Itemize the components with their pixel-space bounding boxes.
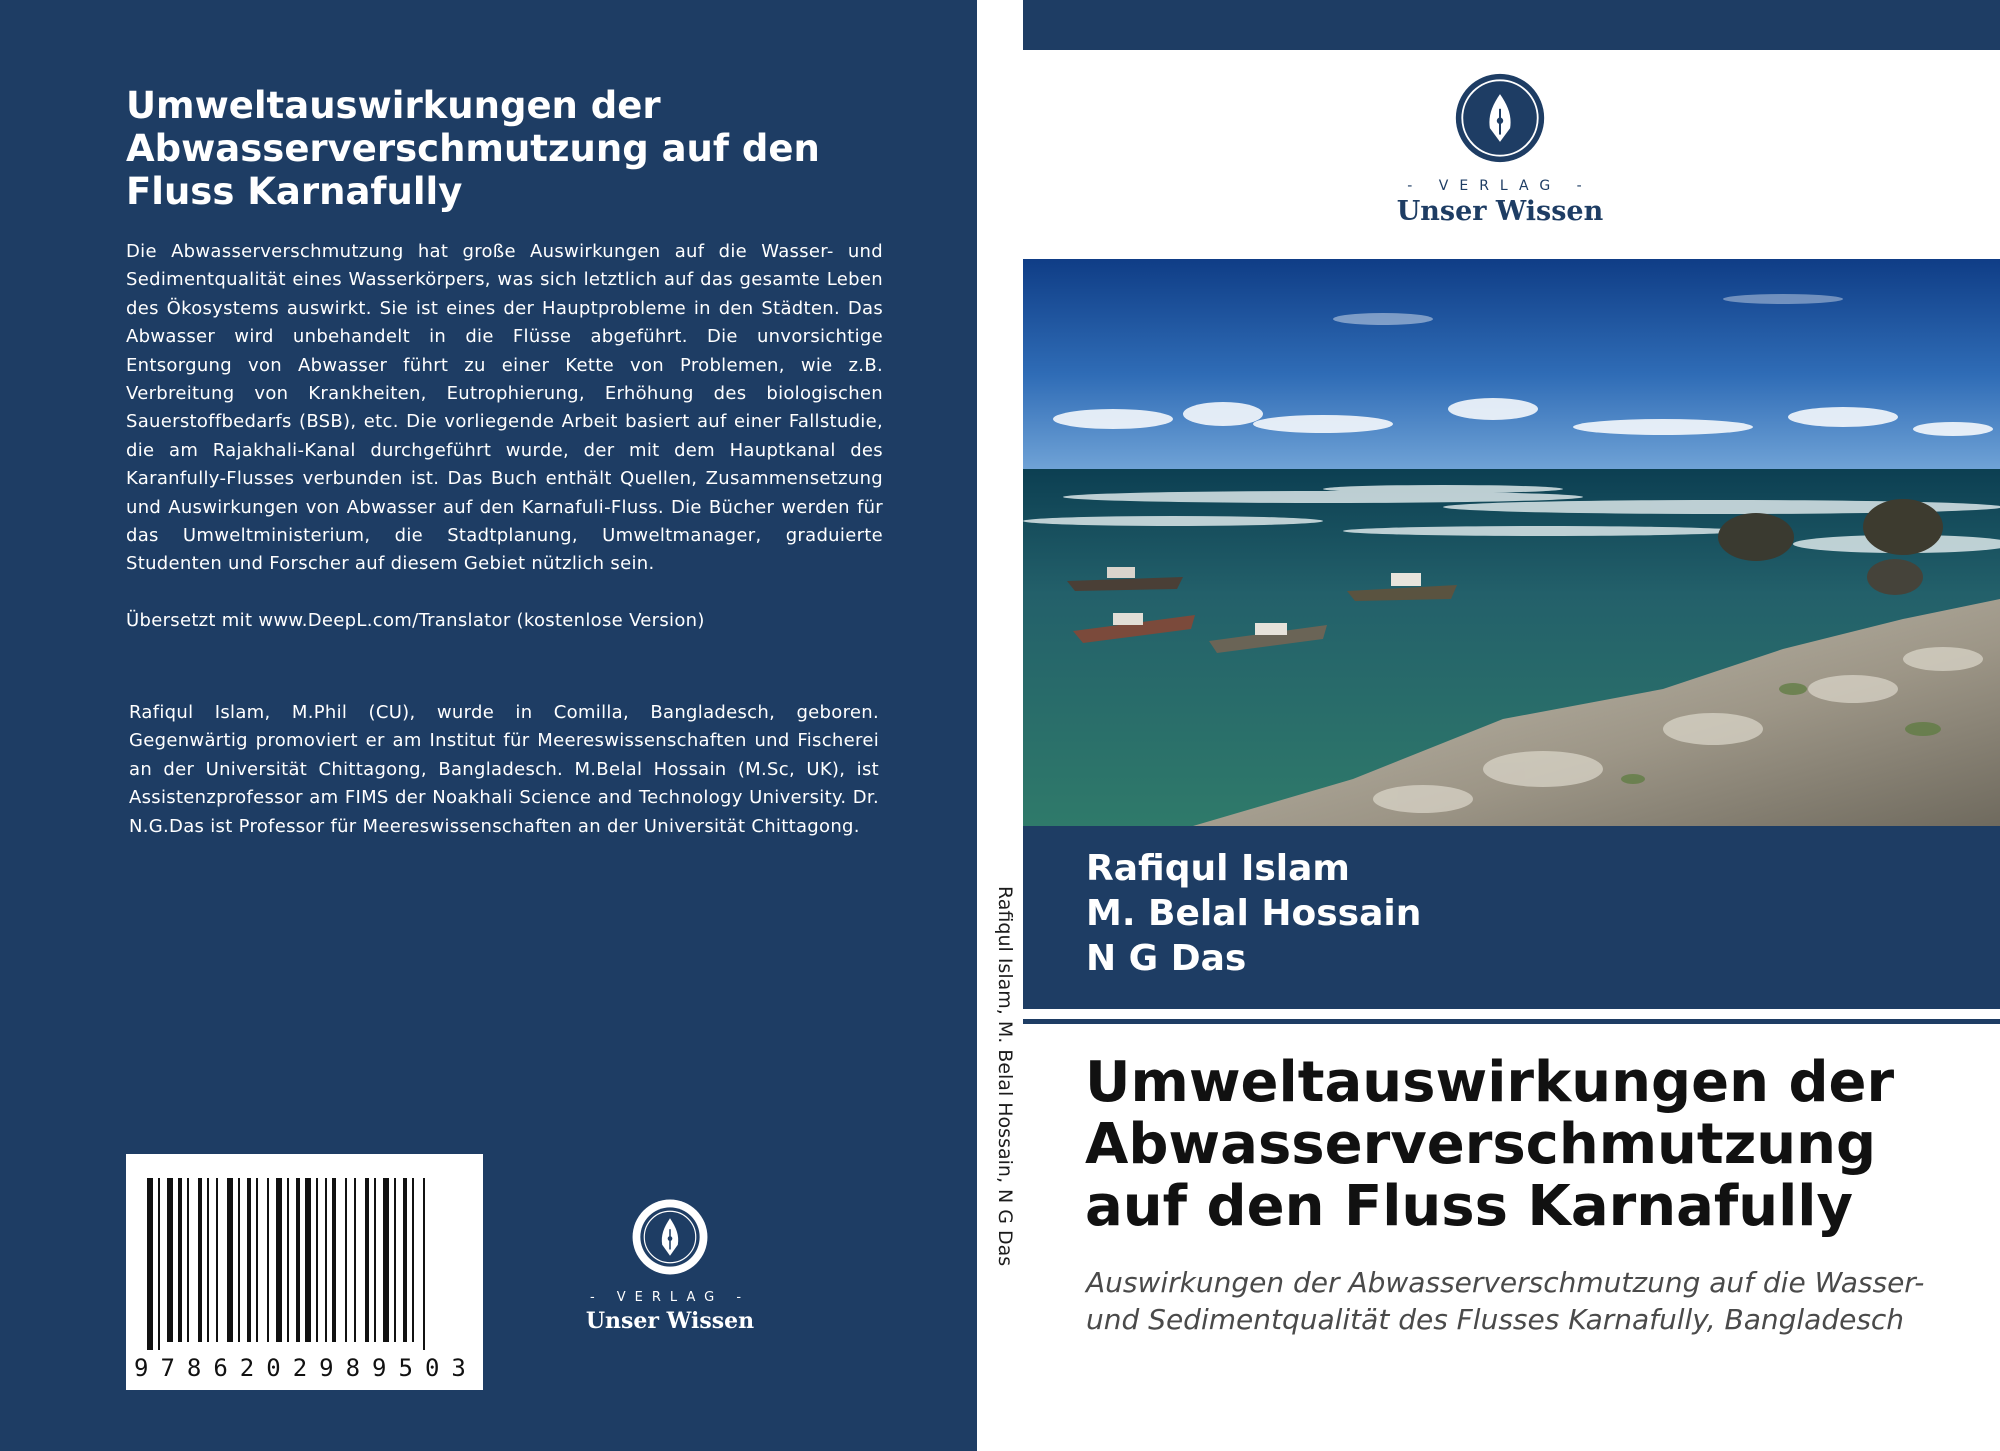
barcode-bar <box>316 1178 318 1342</box>
publisher-verlag-label: - VERLAG - <box>589 1290 751 1305</box>
spine-text-block <box>982 886 1022 1306</box>
barcode-bar <box>354 1178 356 1342</box>
barcode-bar <box>394 1178 396 1342</box>
barcode-bar <box>276 1178 282 1342</box>
publisher-verlag-label: - VERLAG - <box>1407 178 1593 194</box>
barcode-bar <box>147 1178 153 1350</box>
back-cover-title: Umweltauswirkungen der Abwasserverschmutzung auf den Fluss Karnafully <box>126 84 820 213</box>
back-cover <box>0 0 977 1451</box>
barcode-bar <box>305 1178 311 1342</box>
barcode-bar <box>383 1178 389 1342</box>
barcode-bar <box>365 1178 369 1342</box>
publisher-name: Unser Wissen <box>585 1308 755 1334</box>
divider-rule <box>1023 1019 2000 1024</box>
author-name: M. Belal Hossain <box>1086 893 1422 934</box>
barcode-bar <box>256 1178 258 1342</box>
barcode-bar <box>247 1178 251 1342</box>
barcode-bar <box>207 1178 209 1342</box>
cover-photo-coastline <box>1023 259 2000 826</box>
front-cover-title: Umweltauswirkungen der Abwasserverschmutzung auf den Fluss Karnafully <box>1085 1050 1895 1239</box>
fountain-pen-nib-icon <box>631 1198 709 1276</box>
author-bio: Rafiqul Islam, M.Phil (CU), wurde in Comilla, Bangladesch, geboren. Gegenwärtig promoviert er am Institut für Meereswissenschaften und Fischerei an der Universität Chittagong, Bangladesch. M.Belal Hossain (M.Sc, UK), ist Assistenzprofessor am FIMS der Noakhali Science and Technology University. Dr. N.G.Das ist Professor für Meereswissenschaften an der Universität Chittagong. <box>129 702 879 837</box>
barcode-bar <box>423 1178 425 1350</box>
barcode-bar <box>325 1178 327 1342</box>
author-band <box>1023 826 2000 1009</box>
barcode-bar <box>158 1178 160 1350</box>
barcode-bar <box>267 1178 269 1342</box>
front-publisher-logo <box>1380 72 1620 227</box>
back-publisher-logo <box>580 1198 760 1334</box>
author-name: N G Das <box>1086 938 1247 979</box>
translation-note: Übersetzt mit www.DeepL.com/Translator (kostenlose Version) <box>126 610 705 631</box>
barcode-bar <box>345 1178 347 1342</box>
cover-photo-image <box>1023 259 2000 826</box>
barcode-bar <box>167 1178 173 1342</box>
barcode-bar <box>227 1178 233 1342</box>
back-cover-blurb: Die Abwasserverschmutzung hat große Auswirkungen auf die Wasser- und Sedimentqualität eines Wasserkörpers, was sich letztlich auf das gesamte Leben des Ökosystems auswirkt. Sie ist eines der Hauptprobleme in den Städten. Das Abwasser wird unbehandelt in die Flüsse abgeführt. Die unvorsichtige Entsorgung von Abwasser führt zu einer Kette von Problemen, wie z.B. Verbreitung von Krankheiten, Eutrophierung, Erhöhung des biologischen Sauerstoffbedarfs (BSB), etc. Die vorliegende Arbeit basiert auf einer Fallstudie, die am Rajakhali-Kanal durchgeführt wurde, der mit dem Hauptkanal des Karanfully-Flusses verbunden ist. Das Buch enthält Quellen, Zusammensetzung und Auswirkungen von Abwasser auf den Karnafuli-Fluss. Die Bücher werden für das Umweltministerium, die Stadtplanung, Umweltmanager, graduierte Studenten und Forscher auf diesem Gebiet nützlich sein. <box>126 241 883 575</box>
barcode-bar <box>296 1178 300 1342</box>
barcode-bar <box>216 1178 218 1342</box>
barcode-bar <box>403 1178 407 1342</box>
barcode-bar <box>412 1178 414 1342</box>
barcode <box>126 1154 483 1390</box>
front-top-bar <box>1023 0 2000 50</box>
barcode-bar <box>178 1178 182 1342</box>
fountain-pen-nib-icon <box>1454 72 1546 164</box>
author-name: Rafiqul Islam <box>1086 848 1350 889</box>
author-list <box>1086 846 1421 981</box>
front-cover-subtitle: Auswirkungen der Abwasserverschmutzung auf die Wasser- und Sedimentqualität des Flusses Karnafully, Bangladesch <box>1086 1266 1925 1336</box>
barcode-bar <box>187 1178 189 1342</box>
barcode-bar <box>198 1178 202 1342</box>
spine-authors: Rafiqul Islam, M. Belal Hossain, N G Das <box>994 886 1016 1267</box>
barcode-bar <box>287 1178 289 1342</box>
barcode-digits: 9786202989503 <box>134 1354 478 1382</box>
barcode-bar <box>332 1178 336 1342</box>
barcode-bar <box>374 1178 376 1342</box>
barcode-bar <box>238 1178 240 1342</box>
barcode-bars <box>147 1178 467 1350</box>
publisher-name: Unser Wissen <box>1396 196 1604 227</box>
